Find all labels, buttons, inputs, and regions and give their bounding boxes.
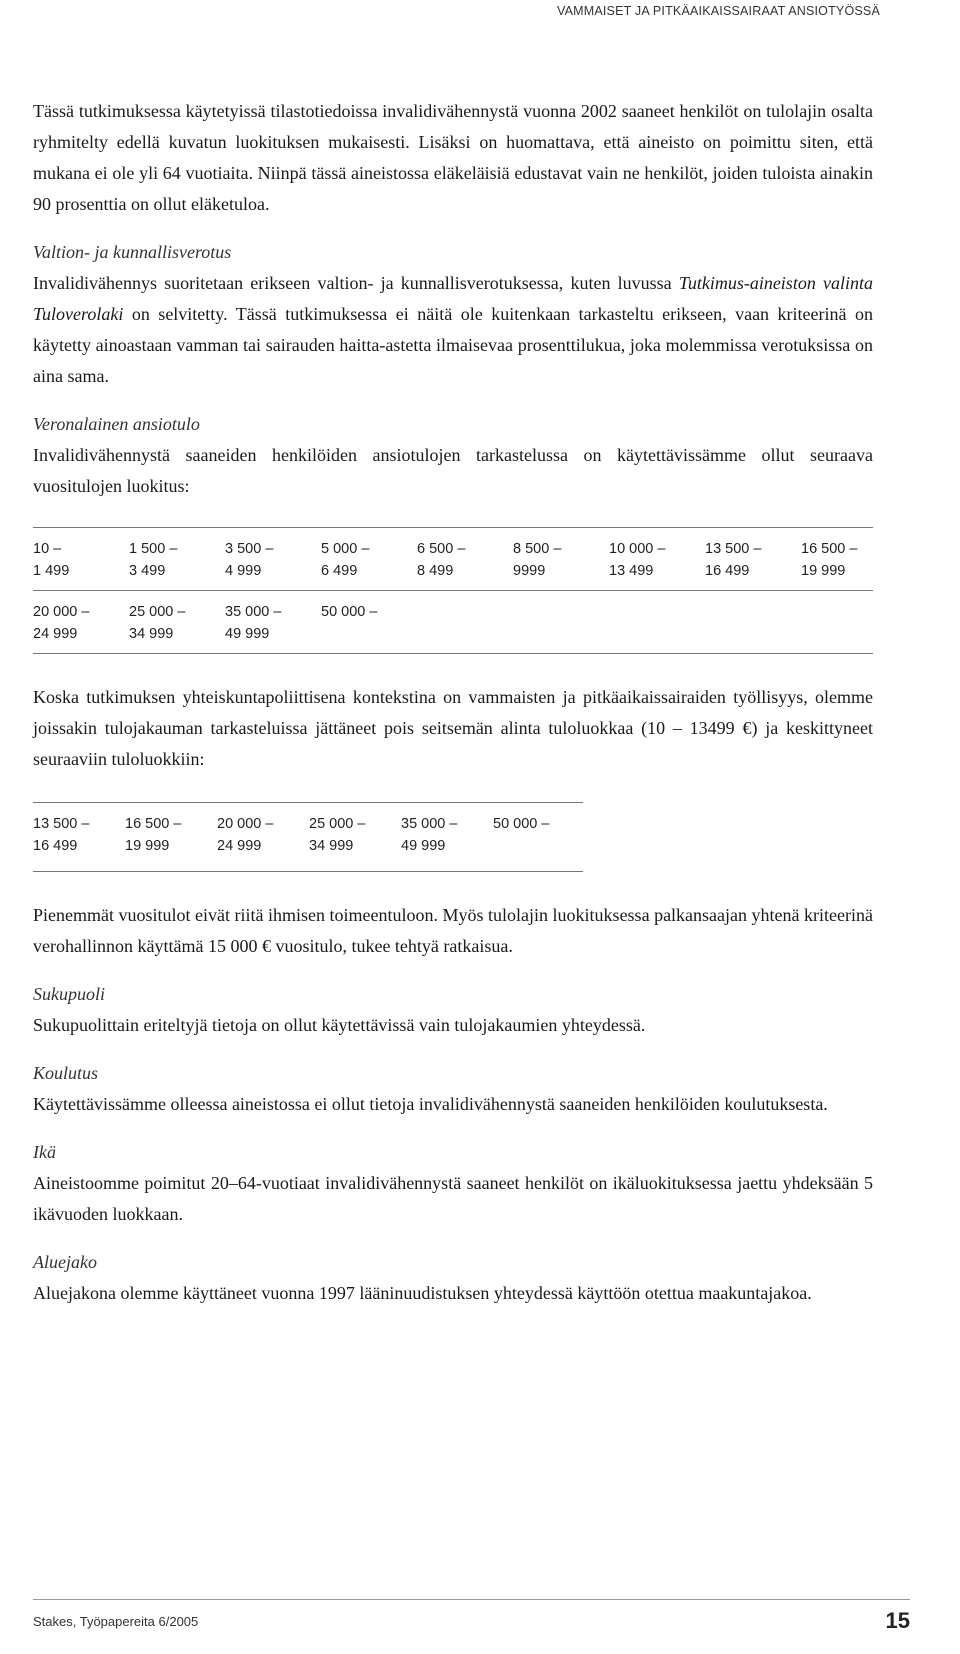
range-end: 16 499 (705, 563, 750, 579)
range-end: 49 999 (401, 838, 446, 854)
range-start: 8 500 – (513, 541, 562, 557)
paragraph-intro: Tässä tutkimuksessa käytetyissä tilastotiedoissa invalidivähennystä vuonna 2002 saaneet henkilöt on tulolajin osalta ryhmitelty edellä kuvatun luokituksen mukaisesti. Lisäksi on huomattava, että aineisto on poimittu siten, että mukana ei ole yli 64 vuotiaita. Niinpä tässä aineistossa eläkeläisiä edustavat vain ne henkilöt, joiden tuloista ainakin 90 prosenttia on ollut eläketuloa. (33, 101, 873, 214)
range-end: 13 499 (609, 563, 654, 579)
paragraph-context: Koska tutkimuksen yhteiskuntapoliittisena kontekstina on vammaisten ja pitkäaikaissairaiden työllisyys, olemme joissakin tulojakauman tarkasteluissa jättäneet pois seitsemän alinta tuloluokkaa (10 – 13499 €) ja keskittyneet seuraaviin tuloluokkiin: (33, 687, 873, 769)
range-start: 16 500 – (801, 541, 858, 557)
range-end: 19 999 (125, 838, 170, 854)
range-start: 35 000 – (225, 604, 282, 620)
chapter-reference: Tutkimus-aineiston valinta Tuloverolaki (33, 273, 873, 324)
range-end: 49 999 (225, 626, 270, 642)
paragraph-taxation-a: Invalidivähennys suoritetaan erikseen valtion- ja kunnallisverotuksessa, kuten luvussa (33, 273, 679, 293)
paragraph-age: Aineistoomme poimitut 20–64-vuotiaat invalidivähennystä saaneet henkilöt on ikäluokituksessa jaettu yhdeksään 5 ikävuoden luokkaan. (33, 1173, 873, 1224)
range-end: 34 999 (129, 626, 174, 642)
range-end (493, 835, 585, 857)
heading-gender: Sukupuoli (33, 984, 105, 1004)
footer-rule (33, 1599, 910, 1600)
range-end: 24 999 (33, 626, 78, 642)
income-class-table-selected (33, 802, 583, 872)
income-class-cell (129, 601, 225, 645)
paragraph-taxation (33, 268, 873, 392)
range-start: 13 500 – (33, 816, 90, 832)
range-start: 13 500 – (705, 541, 762, 557)
table-row (33, 803, 583, 871)
running-header: VAMMAISET JA PITKÄAIKAISSAIRAAT ANSIOTYÖSSÄ (556, 4, 880, 18)
paragraph-minimum-income: Pienemmät vuositulot eivät riitä ihmisen toimeentuloon. Myös tulolajin luokituksessa palkansaajan yhtenä kriteerinä verohallinnon käyttämä 15 000 € vuositulo, tukee tehtyä ratkaisua. (33, 905, 873, 956)
range-end: 19 999 (801, 563, 846, 579)
range-start: 50 000 – (321, 604, 378, 620)
range-start: 6 500 – (417, 541, 466, 557)
page-number: 15 (885, 1608, 910, 1633)
range-start: 50 000 – (493, 816, 550, 832)
range-end: 6 499 (321, 563, 358, 579)
range-start: 25 000 – (309, 816, 366, 832)
income-class-cell (33, 601, 129, 645)
range-start: 35 000 – (401, 816, 458, 832)
income-class-cell (321, 601, 417, 645)
range-start: 10 000 – (609, 541, 666, 557)
table-row (33, 590, 873, 653)
income-class-cell (705, 538, 801, 582)
heading-age: Ikä (33, 1142, 56, 1162)
range-start: 5 000 – (321, 541, 370, 557)
heading-region: Aluejako (33, 1252, 97, 1272)
heading-income: Veronalainen ansiotulo (33, 414, 200, 434)
income-class-cell (609, 538, 705, 582)
income-class-cell (493, 813, 585, 857)
paragraph-gender: Sukupuolittain eriteltyjä tietoja on ollut käytettävissä vain tulojakaumien yhteydessä. (33, 1015, 646, 1035)
income-class-cell (125, 813, 217, 857)
paragraph-region: Aluejakona olemme käyttäneet vuonna 1997 lääninuudistuksen yhteydessä käyttöön otettua maakuntajakoa. (33, 1283, 812, 1303)
range-start: 10 – (33, 541, 62, 557)
income-class-cell (129, 538, 225, 582)
range-end: 24 999 (217, 838, 262, 854)
table-row (33, 528, 873, 590)
income-class-cell (309, 813, 401, 857)
heading-education: Koulutus (33, 1063, 99, 1083)
range-end: 34 999 (309, 838, 354, 854)
income-class-cell (225, 601, 321, 645)
range-end: 1 499 (33, 563, 70, 579)
paragraph-education: Käytettävissämme olleessa aineistossa ei ollut tietoja invalidivähennystä saaneiden henkilöiden koulutuksesta. (33, 1094, 828, 1114)
paragraph-taxation-b: on selvitetty. Tässä tutkimuksessa ei näitä ole kuitenkaan tarkasteltu erikseen, vaan kriteerinä on käytetty ainoastaan vamman tai sairauden haitta-astetta ilmaisevaa prosenttilukua, joka molemmissa verotuksissa on aina sama. (33, 304, 873, 386)
income-class-cell (417, 538, 513, 582)
income-class-cell (225, 538, 321, 582)
range-start: 3 500 – (225, 541, 274, 557)
heading-taxation: Valtion- ja kunnallisverotus (33, 242, 232, 262)
range-end (321, 623, 417, 645)
income-class-table-all (33, 527, 873, 654)
range-end: 9999 (513, 563, 546, 579)
income-class-cell (217, 813, 309, 857)
range-start: 20 000 – (217, 816, 274, 832)
range-start: 25 000 – (129, 604, 186, 620)
page-content (33, 96, 873, 1309)
income-class-cell (321, 538, 417, 582)
footer-publication: Stakes, Työpapereita 6/2005 (33, 1614, 199, 1629)
paragraph-income: Invalidivähennystä saaneiden henkilöiden ansiotulojen tarkastelussa on käytettävissämme ollut seuraava vuositulojen luokitus: (33, 445, 873, 496)
range-end: 16 499 (33, 838, 78, 854)
range-end: 4 999 (225, 563, 262, 579)
range-start: 20 000 – (33, 604, 90, 620)
income-class-cell (33, 538, 129, 582)
income-class-cell (513, 538, 609, 582)
income-class-cell (33, 813, 125, 857)
range-end: 3 499 (129, 563, 166, 579)
income-class-cell (401, 813, 493, 857)
range-start: 1 500 – (129, 541, 178, 557)
range-end: 8 499 (417, 563, 454, 579)
income-class-cell (801, 538, 897, 582)
range-start: 16 500 – (125, 816, 182, 832)
